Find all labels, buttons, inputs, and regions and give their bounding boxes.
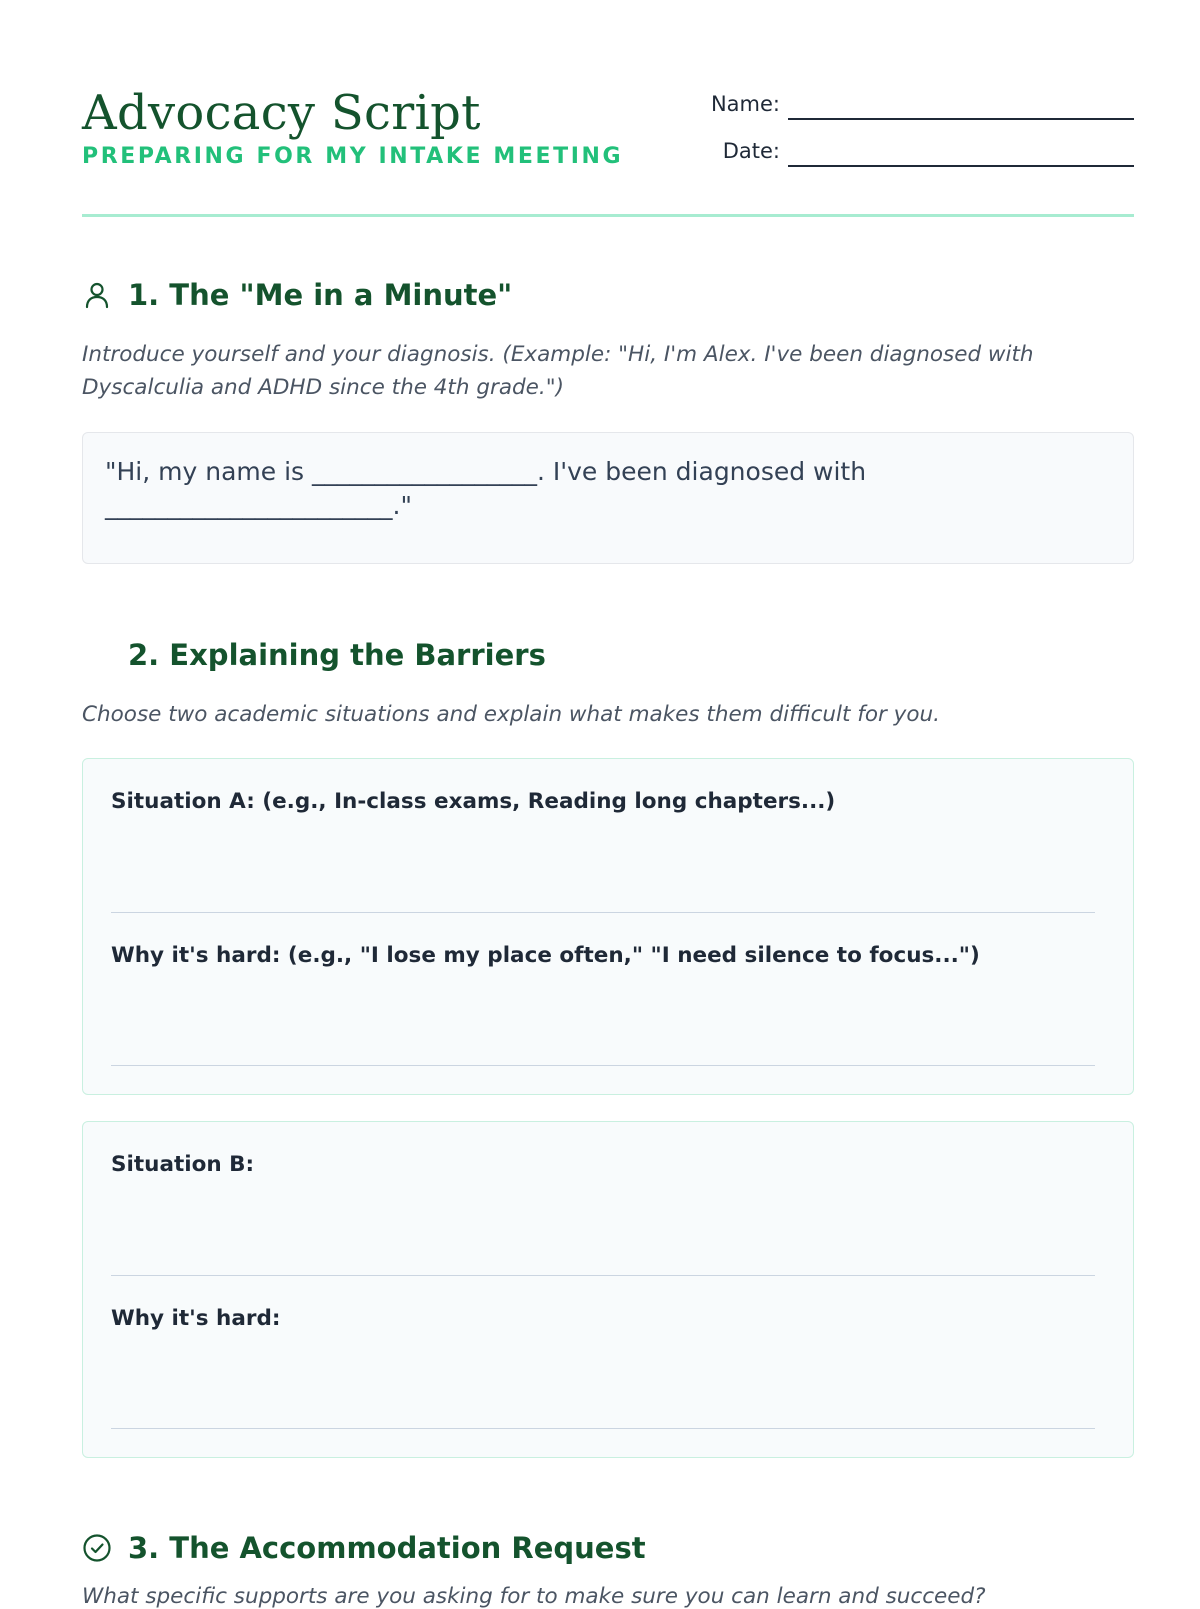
section-3-heading [82,1531,646,1565]
name-field[interactable] [788,118,1134,120]
section-1-heading [82,278,512,312]
date-row [694,137,1134,184]
name-row [694,90,1134,137]
name-date-block [694,90,1134,184]
person-icon [82,280,112,310]
header [82,84,1134,219]
section-3-description: What specific supports are you asking for to make sure you can learn and succeed? [82,1584,986,1609]
name-label: Name: [710,92,780,116]
intro-script-text [105,455,1085,523]
section-2-description: Choose two academic situations and explain what makes them difficult for you. [82,702,940,727]
situation-a-why-label: Why it's hard: (e.g., "I lose my place often," "I need silence to focus...") [111,943,980,968]
page-title: Advocacy Script [82,85,481,141]
section-2-heading [128,638,546,672]
intro-script-box[interactable] [82,432,1134,564]
check-circle-icon [82,1533,112,1563]
header-divider [82,214,1134,217]
situation-b-why-label: Why it's hard: [111,1306,281,1331]
situation-b-why-answer-line[interactable] [111,1428,1095,1429]
section-1-title: 1. The "Me in a Minute" [128,278,513,312]
script-line-1: "Hi, my name is __________________. I've been diagnosed with [105,457,867,486]
section-1-description: Introduce yourself and your diagnosis. (Example: "Hi, I'm Alex. I've been diagnosed with Dyscalculia and ADHD since the 4th grade.") [82,342,1034,400]
situation-b-label: Situation B: [111,1152,255,1177]
date-field[interactable] [788,165,1134,167]
script-line-2: _______________________." [105,491,412,520]
situation-b-card [82,1121,1134,1458]
page-subtitle: PREPARING FOR MY INTAKE MEETING [82,144,624,169]
situation-b-answer-line[interactable] [111,1275,1095,1276]
situation-a-label: Situation A: (e.g., In-class exams, Reading long chapters...) [111,789,836,814]
section-2-title: 2. Explaining the Barriers [128,638,546,672]
situation-a-card [82,758,1134,1095]
date-label: Date: [722,139,780,163]
situation-a-answer-line[interactable] [111,912,1095,913]
section-3-title: 3. The Accommodation Request [128,1531,646,1565]
situation-a-why-answer-line[interactable] [111,1065,1095,1066]
